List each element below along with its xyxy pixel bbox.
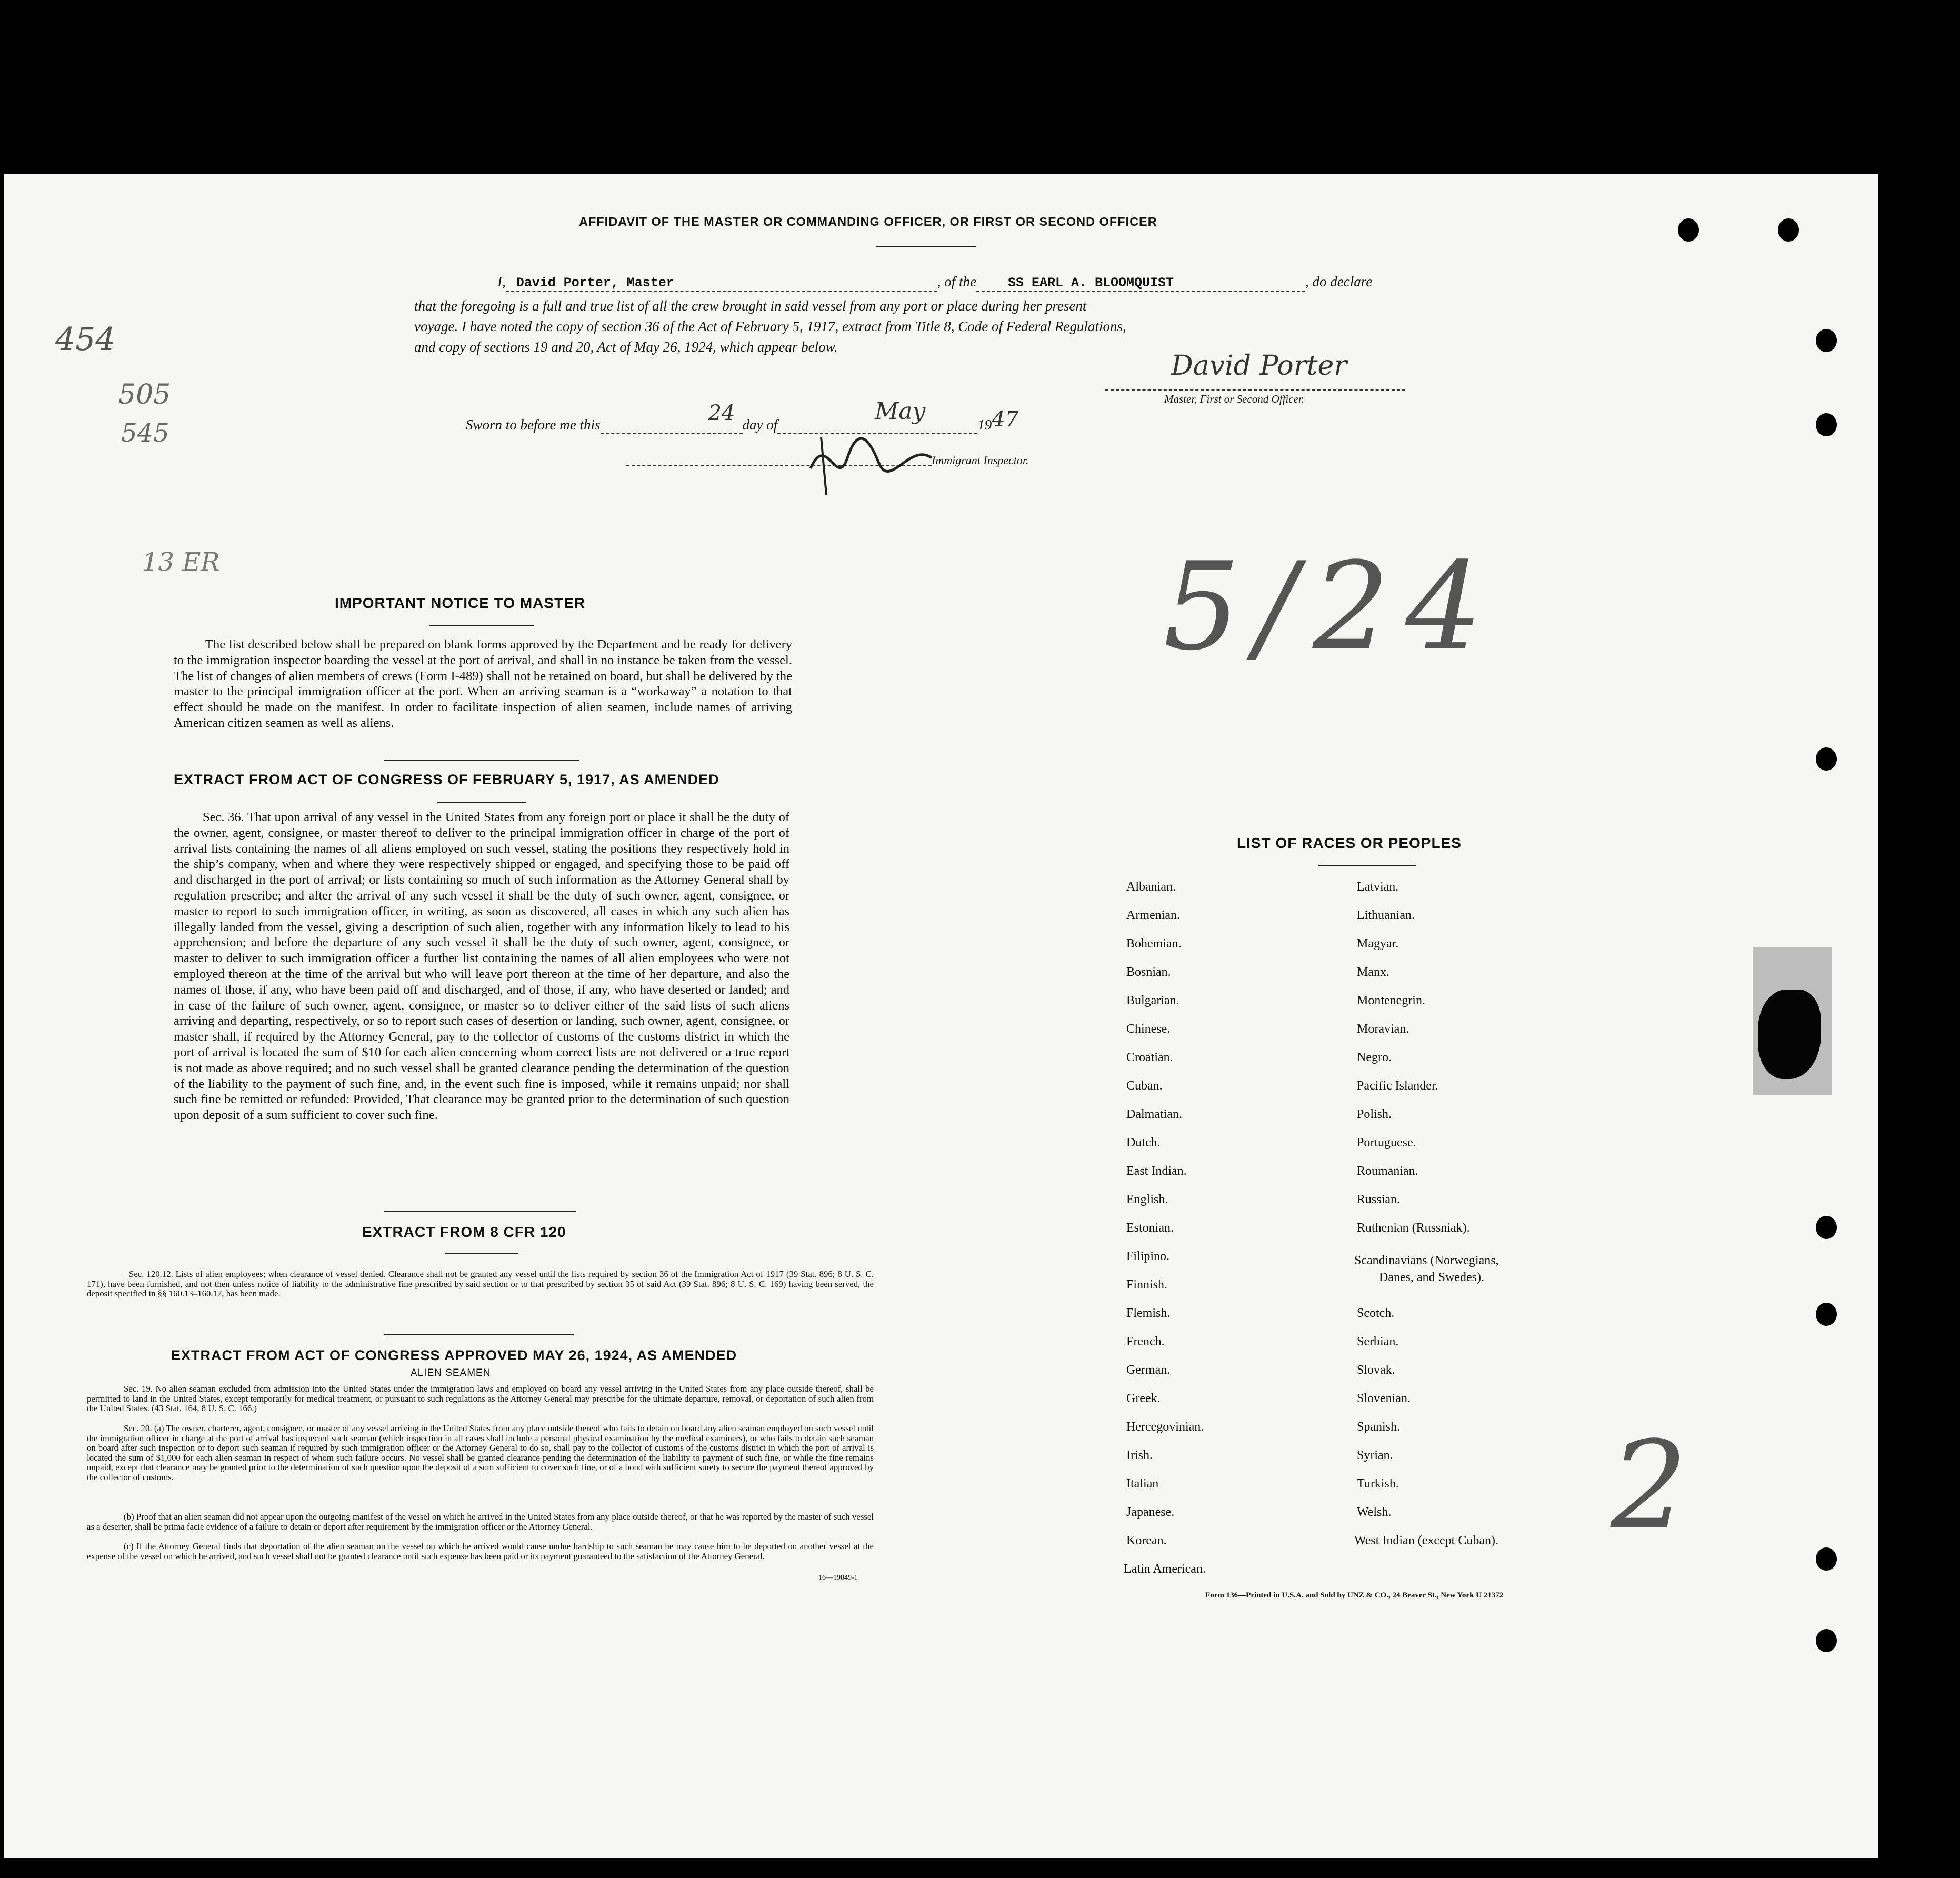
race-right: Moravian. <box>1357 1022 1409 1036</box>
race-right: Roumanian. <box>1357 1164 1418 1178</box>
punch-hole <box>1816 1547 1837 1571</box>
race-left: Dutch. <box>1126 1136 1161 1150</box>
race-right: Welsh. <box>1357 1505 1392 1519</box>
race-right: Slovenian. <box>1357 1392 1411 1405</box>
races-title: LIST OF RACES OR PEOPLES <box>1237 835 1462 851</box>
punch-hole <box>1778 218 1799 242</box>
race-right: Scandinavians (Norwegians, <box>1354 1254 1499 1267</box>
extract-1917-title: EXTRACT FROM ACT OF CONGRESS OF FEBRUARY 5, 1917, AS AMENDED <box>174 772 719 787</box>
title-rule <box>876 246 976 247</box>
inspector-caption: Immigrant Inspector. <box>932 454 1029 467</box>
extract-1924-subtitle: ALIEN SEAMEN <box>411 1367 491 1378</box>
vessel-name: SS EARL A. BLOOMQUIST <box>1008 275 1174 291</box>
extract-1917-end-rule <box>384 1211 576 1212</box>
race-left: Italian <box>1126 1477 1159 1491</box>
race-right: Slovak. <box>1357 1363 1395 1377</box>
race-left: Flemish. <box>1126 1306 1171 1320</box>
extract-cfr-rule <box>445 1253 518 1254</box>
margin-note-2: 505 <box>118 379 171 411</box>
race-right: Latvian. <box>1357 880 1399 894</box>
declaration-line <box>497 274 1372 292</box>
race-left: Irish. <box>1126 1449 1153 1462</box>
punch-hole <box>1816 747 1837 771</box>
race-right: Polish. <box>1357 1107 1392 1121</box>
race-left: Croatian. <box>1126 1051 1173 1064</box>
race-left: Armenian. <box>1126 908 1180 922</box>
date-mark: 5/24 <box>1163 537 1498 677</box>
sec-19-text: Sec. 19. No alien seaman excluded from admission into the United States under the immigration laws and employed on board any vessel arriving in the United States from any place outside thereof, shall be permitted to land in the United States, except temporarily for medical treatment, or pursuant to such regulations as the Attorney General may prescribe for the ultimate departure, removal, or deportation of such alien from the United States. (43 Stat. 164, 8 U. S. C. 166.) <box>87 1384 874 1414</box>
margin-note-3: 545 <box>121 418 169 448</box>
race-right: Syrian. <box>1357 1449 1393 1462</box>
race-left: Bulgarian. <box>1126 994 1179 1007</box>
race-left: Filipino. <box>1126 1250 1170 1263</box>
sworn-day: 24 <box>708 401 735 425</box>
declaration-line-3: voyage. I have noted the copy of section 36 of the Act of February 5, 1917, extract from Title 8, Code of Federal Regulations, <box>414 318 1126 334</box>
race-right: Russian. <box>1357 1193 1401 1206</box>
race-left: Finnish. <box>1126 1278 1168 1292</box>
declaration-line-4: and copy of sections 19 and 20, Act of May 26, 1924, which appear below. <box>414 339 838 355</box>
sworn-text: Sworn to before me this <box>466 417 601 433</box>
notice-text: The list described below shall be prepared on blank forms approved by the Department and be ready for delivery to the immigration inspector boarding the vessel at the port of arrival, and shall in no instance be taken from the vessel. The list of changes of alien members of crews (Form I-489) shall not be retained on board, but shall be delivered by the master to the principal immigration officer at the port. When an arriving seaman is a “workaway” a notation to that effect should be made on the manifest. In order to facilitate inspection of alien seamen, include names of arriving American citizen seamen as well as aliens. <box>174 637 792 730</box>
sworn-year-prefix: 19 <box>977 417 992 433</box>
signature-caption: Master, First or Second Officer. <box>1164 393 1304 405</box>
form-footer: Form 136—Printed in U.S.A. and Sold by UNZ & CO., 24 Beaver St., New York U 21372 <box>1205 1591 1504 1600</box>
extract-cfr-text: Sec. 120.12. Lists of alien employees; when clearance of vessel denied. Clearance shall not be granted any vessel until the lists required by section 36 of the Immigration Act of 1917 (39 Stat. 896; 8 U. S. C. 171), have been furnished, and not then unless notice of liability to the administrative fine prescribed by said section or to that prescribed by section 35 of said Act (39 Stat. 896; 8 U. S. C. 169) having been served, the deposit specified in §§ 160.13–160.17, has been made. <box>87 1269 874 1299</box>
declaration-line-2: that the foregoing is a full and true list of all the crew brought in said vessel from any port or place during her present <box>414 298 1087 314</box>
race-right: Pacific Islander. <box>1357 1079 1438 1093</box>
race-left: Bohemian. <box>1126 937 1182 951</box>
race-right: Lithuanian. <box>1357 908 1415 922</box>
sec-20c-text: (c) If the Attorney General finds that deportation of the alien seaman on the vessel on which he arrived would cause undue hardship to such seaman he may cause him to be deported on another vessel at the expense of the vessel on which he arrived, and such vessel shall not be granted clearance until such expense has been paid or its payment guaranteed to the satisfaction of the Attorney General. <box>87 1541 874 1561</box>
race-left: Latin American. <box>1124 1562 1206 1576</box>
punch-hole <box>1678 218 1699 242</box>
race-left: Hercegovinian. <box>1126 1420 1204 1434</box>
punch-hole <box>1816 1216 1837 1239</box>
race-right: Scotch. <box>1357 1306 1395 1320</box>
race-left: East Indian. <box>1126 1164 1187 1178</box>
ink-blot <box>1758 990 1821 1079</box>
race-right: Portuguese. <box>1357 1136 1416 1150</box>
race-right: Negro. <box>1357 1051 1392 1064</box>
affidavit-title: AFFIDAVIT OF THE MASTER OR COMMANDING OFFICER, OR FIRST OR SECOND OFFICER <box>579 215 1157 228</box>
inspector-signature <box>805 426 953 500</box>
margin-note-1: 454 <box>55 321 116 358</box>
punch-hole <box>1816 413 1837 436</box>
extract-cfr-end-rule <box>384 1334 574 1335</box>
punch-hole <box>1816 1303 1837 1326</box>
race-left: Chinese. <box>1126 1022 1171 1036</box>
race-right: West Indian (except Cuban). <box>1354 1534 1498 1547</box>
sec-20b-text: (b) Proof that an alien seaman did not appear upon the outgoing manifest of the vessel on which he arrived in the United States from any place outside thereof, or that he was reported by the master of such vessel as a deserter, shall be prima facie evidence of a failure to detain or deport after requirement by the immigration officer or the Attorney General. <box>87 1512 874 1532</box>
declaration-of-the: , of the <box>937 274 976 289</box>
race-left: Cuban. <box>1126 1079 1163 1093</box>
race-right: Magyar. <box>1357 937 1399 951</box>
race-left: Korean. <box>1126 1534 1167 1547</box>
race-right: Ruthenian (Russniak). <box>1357 1221 1470 1235</box>
extract-1924-code: 16—19849-1 <box>818 1574 858 1582</box>
race-left: Japanese. <box>1126 1505 1175 1519</box>
extract-cfr-title: EXTRACT FROM 8 CFR 120 <box>362 1224 566 1240</box>
master-name: David Porter, Master <box>516 275 674 291</box>
race-right: Danes, and Swedes). <box>1379 1271 1484 1284</box>
race-right: Montenegrin. <box>1357 994 1425 1007</box>
punch-hole <box>1816 1629 1837 1652</box>
race-right: Turkish. <box>1357 1477 1399 1491</box>
margin-note-4: 13 ER <box>142 547 220 577</box>
declaration-i: I, <box>497 274 506 289</box>
race-left: Greek. <box>1126 1392 1161 1405</box>
page-mark: 2 <box>1611 1416 1688 1556</box>
extract-1917-text: Sec. 36. That upon arrival of any vessel in the United States from any foreign port or place it shall be the duty of the owner, agent, consignee, or master thereof to deliver to the principal immigration officer in charge of the port of arrival lists containing the names of all aliens employed on such vessel, stating the positions they respectively hold in the ship’s company, when and where they were respectively shipped or engaged, and specifying those to be paid off and discharged in the port of arrival; or lists containing so much of such information as the Attorney General shall by regulation prescribe; and after the arrival of any such vessel it shall be the duty of such owner, agent, consignee, or master to report to such immigration officer, in writing, as soon as discovered, all cases in which any such alien has illegally landed from the vessel, giving a description of such alien, together with any information likely to lead to his apprehension; and before the departure of any such vessel it shall be the duty of such owner, agent, consignee, or master to deliver to such immigration officer a further list containing the names of all alien employees who were not employed thereon at the time of the arrival but who will leave port thereon at the time of her departure, and also the names of those, if any, who have been paid off and discharged, and of those, if any, who have deserted or landed; and in case of the failure of such owner, agent, consignee, or master so to deliver either of the said lists of such aliens arriving and departing, respectively, or so to report such cases of desertion or landing, such owner, agent, consignee, or master shall, if required by the Attorney General, pay to the collector of customs of the customs district in which the port of arrival is located the sum of $10 for each alien concerning whom correct lists are not delivered or a true report is not made as above required; and no such vessel shall be granted clearance pending the determination of the question of the liability to the payment of such fine, and, in the event such fine is imposed, while it remains unpaid; nor shall such fine be remitted or refunded: Provided, That clearance may be granted prior to the determination of such question upon deposit of a sum sufficient to cover such fine. <box>174 810 789 1123</box>
notice-rule <box>429 625 534 626</box>
sworn-day-of: day of <box>742 417 778 433</box>
race-right: Spanish. <box>1357 1420 1401 1434</box>
sec-20a-text: Sec. 20. (a) The owner, charterer, agent, consignee, or master of any vessel arriving in the United States from any place outside thereof who fails to detain on board any alien seaman employed on such vessel until the immigration officer in charge at the port of arrival has inspected such seaman (which inspection in all cases shall include a personal physical examination by the medical examiners), or who fails to detain such seaman on board after such inspection or to deport such seaman if required by such immigration officer or the Attorney General to do so, shall pay to the collector of customs of the customs district in which the port of arrival is located the sum of $1,000 for each alien seaman in respect of whom such failure occurs. No vessel shall be granted clearance pending the determination of the liability to payment of such fine, or while the fine remains unpaid, except that clearance may be granted prior to the determination of such question upon the deposit of a sum sufficient to cover such fine, or of a bond with sufficient surety to secure the payment thereof approved by the collector of customs. <box>87 1423 874 1482</box>
race-left: English. <box>1126 1193 1168 1206</box>
race-left: Dalmatian. <box>1126 1107 1182 1121</box>
notice-end-rule <box>384 760 579 761</box>
race-right: Manx. <box>1357 965 1389 979</box>
notice-title: IMPORTANT NOTICE TO MASTER <box>335 595 586 611</box>
race-right: Serbian. <box>1357 1335 1399 1348</box>
sworn-month: May <box>875 398 926 425</box>
race-left: French. <box>1126 1335 1165 1348</box>
race-left: Bosnian. <box>1126 965 1171 979</box>
master-signature: David Porter <box>1171 350 1347 382</box>
punch-hole <box>1816 329 1837 352</box>
extract-1917-rule <box>437 802 526 803</box>
races-rule <box>1318 865 1416 866</box>
sworn-year: 47 <box>992 407 1019 432</box>
extract-1924-title: EXTRACT FROM ACT OF CONGRESS APPROVED MAY 26, 1924, AS AMENDED <box>171 1347 737 1363</box>
race-left: German. <box>1126 1363 1171 1377</box>
declaration-do-declare: , do declare <box>1305 274 1373 289</box>
race-left: Albanian. <box>1126 880 1176 894</box>
signature-line <box>1105 389 1405 391</box>
race-left: Estonian. <box>1126 1221 1174 1235</box>
